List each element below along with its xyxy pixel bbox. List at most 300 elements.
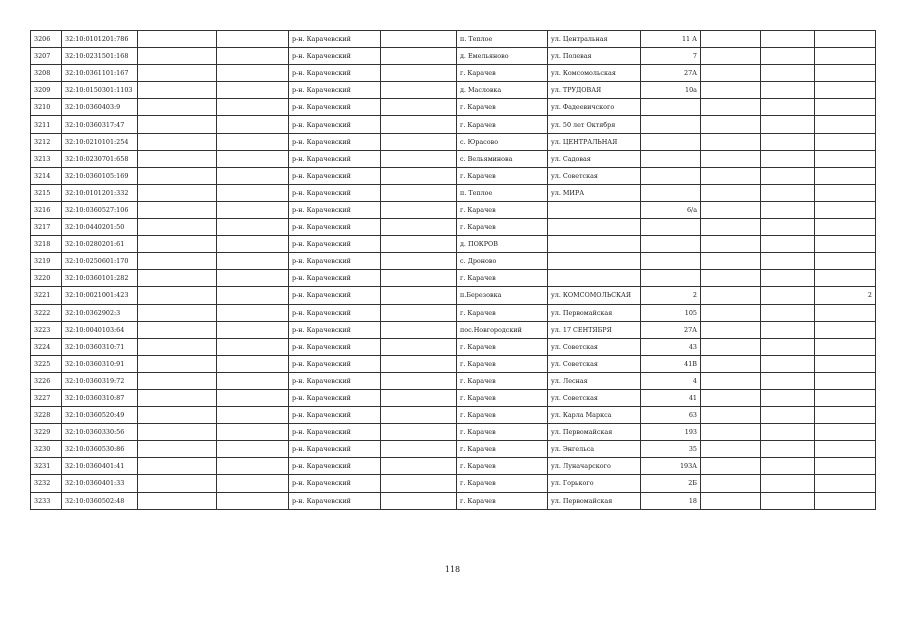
row-number-cell: 3218 (31, 236, 62, 253)
table-row (31, 184, 876, 201)
row-number-cell: 3231 (31, 458, 62, 475)
row-number-cell: 3230 (31, 441, 62, 458)
empty-cell (381, 133, 457, 150)
empty-cell (138, 99, 217, 116)
table-row (31, 338, 876, 355)
cadastral-number-cell: 32:10:0101201:332 (62, 184, 138, 201)
row-number-cell: 3217 (31, 219, 62, 236)
table-row (31, 492, 876, 509)
row-number-cell: 3210 (31, 99, 62, 116)
empty-cell (761, 201, 815, 218)
house-number-cell: 2Б (641, 475, 701, 492)
row-number-cell: 3233 (31, 492, 62, 509)
extra-value-cell (815, 492, 876, 509)
extra-value-cell (815, 48, 876, 65)
extra-value-cell (815, 184, 876, 201)
street-cell (548, 219, 641, 236)
settlement-cell: г. Карачев (457, 355, 548, 372)
row-number-cell: 3214 (31, 167, 62, 184)
settlement-cell: г. Карачев (457, 304, 548, 321)
street-cell: ул. Советская (548, 167, 641, 184)
empty-cell (701, 458, 761, 475)
street-cell: ул. 50 лет Октября (548, 116, 641, 133)
extra-value-cell (815, 372, 876, 389)
extra-value-cell (815, 236, 876, 253)
empty-cell (701, 184, 761, 201)
cadastral-number-cell: 32:10:0360527:106 (62, 201, 138, 218)
street-cell: ул. ЦЕНТРАЛЬНАЯ (548, 133, 641, 150)
empty-cell (761, 424, 815, 441)
cadastral-number-cell: 32:10:0360520:49 (62, 407, 138, 424)
district-cell: р-н. Карачевский (289, 48, 381, 65)
extra-value-cell (815, 65, 876, 82)
street-cell: ул. Полевая (548, 48, 641, 65)
district-cell: р-н. Карачевский (289, 492, 381, 509)
district-cell: р-н. Карачевский (289, 424, 381, 441)
settlement-cell: г. Карачев (457, 441, 548, 458)
settlement-cell: г. Карачев (457, 492, 548, 509)
empty-cell (217, 287, 289, 304)
empty-cell (217, 82, 289, 99)
street-cell: ул. Первомайская (548, 304, 641, 321)
row-number-cell: 3211 (31, 116, 62, 133)
empty-cell (381, 407, 457, 424)
empty-cell (217, 475, 289, 492)
house-number-cell: 193 (641, 424, 701, 441)
street-cell: ул. Центральная (548, 31, 641, 48)
district-cell: р-н. Карачевский (289, 133, 381, 150)
table-body (31, 31, 876, 510)
empty-cell (217, 48, 289, 65)
cadastral-number-cell: 32:10:0360101:282 (62, 270, 138, 287)
empty-cell (217, 355, 289, 372)
house-number-cell (641, 99, 701, 116)
empty-cell (138, 321, 217, 338)
table-row (31, 287, 876, 304)
empty-cell (138, 253, 217, 270)
cadastral-number-cell: 32:10:0231501:168 (62, 48, 138, 65)
settlement-cell: п.Березовка (457, 287, 548, 304)
extra-value-cell (815, 133, 876, 150)
district-cell: р-н. Карачевский (289, 458, 381, 475)
empty-cell (381, 65, 457, 82)
row-number-cell: 3220 (31, 270, 62, 287)
empty-cell (381, 304, 457, 321)
empty-cell (701, 150, 761, 167)
empty-cell (138, 219, 217, 236)
house-number-cell (641, 219, 701, 236)
settlement-cell: д. Масловка (457, 82, 548, 99)
extra-value-cell (815, 441, 876, 458)
house-number-cell: 2 (641, 287, 701, 304)
district-cell: р-н. Карачевский (289, 65, 381, 82)
district-cell: р-н. Карачевский (289, 116, 381, 133)
empty-cell (381, 99, 457, 116)
empty-cell (381, 492, 457, 509)
empty-cell (381, 424, 457, 441)
settlement-cell: пос.Новгородский (457, 321, 548, 338)
row-number-cell: 3228 (31, 407, 62, 424)
district-cell: р-н. Карачевский (289, 253, 381, 270)
street-cell (548, 201, 641, 218)
district-cell: р-н. Карачевский (289, 219, 381, 236)
empty-cell (138, 48, 217, 65)
empty-cell (761, 492, 815, 509)
table-row (31, 133, 876, 150)
cadastral-number-cell: 32:10:0362902:3 (62, 304, 138, 321)
table-row (31, 48, 876, 65)
house-number-cell: 27А (641, 321, 701, 338)
house-number-cell: 18 (641, 492, 701, 509)
extra-value-cell (815, 389, 876, 406)
empty-cell (138, 475, 217, 492)
house-number-cell (641, 184, 701, 201)
street-cell: ул. Фадеевичского (548, 99, 641, 116)
empty-cell (381, 372, 457, 389)
table-row (31, 355, 876, 372)
empty-cell (761, 270, 815, 287)
table-row (31, 458, 876, 475)
table-row (31, 304, 876, 321)
house-number-cell (641, 133, 701, 150)
empty-cell (138, 236, 217, 253)
empty-cell (217, 236, 289, 253)
district-cell: р-н. Карачевский (289, 201, 381, 218)
table-row (31, 321, 876, 338)
row-number-cell: 3225 (31, 355, 62, 372)
house-number-cell: 7 (641, 48, 701, 65)
street-cell: ул. 17 СЕНТЯБРЯ (548, 321, 641, 338)
district-cell: р-н. Карачевский (289, 287, 381, 304)
empty-cell (761, 99, 815, 116)
district-cell: р-н. Карачевский (289, 82, 381, 99)
district-cell: р-н. Карачевский (289, 321, 381, 338)
row-number-cell: 3221 (31, 287, 62, 304)
empty-cell (761, 31, 815, 48)
table-row (31, 270, 876, 287)
row-number-cell: 3213 (31, 150, 62, 167)
settlement-cell: с. Дроново (457, 253, 548, 270)
empty-cell (138, 167, 217, 184)
cadastral-number-cell: 32:10:0360319:72 (62, 372, 138, 389)
cadastral-number-cell: 32:10:0361101:167 (62, 65, 138, 82)
empty-cell (217, 441, 289, 458)
empty-cell (217, 338, 289, 355)
house-number-cell (641, 150, 701, 167)
street-cell: ул. МИРА (548, 184, 641, 201)
cadastral-number-cell: 32:10:0360310:71 (62, 338, 138, 355)
empty-cell (381, 219, 457, 236)
row-number-cell: 3223 (31, 321, 62, 338)
empty-cell (381, 355, 457, 372)
district-cell: р-н. Карачевский (289, 31, 381, 48)
table-row (31, 116, 876, 133)
empty-cell (381, 458, 457, 475)
empty-cell (217, 372, 289, 389)
empty-cell (381, 321, 457, 338)
table-row (31, 167, 876, 184)
row-number-cell: 3229 (31, 424, 62, 441)
empty-cell (217, 304, 289, 321)
extra-value-cell (815, 167, 876, 184)
street-cell: ул. Энгельса (548, 441, 641, 458)
empty-cell (761, 407, 815, 424)
empty-cell (761, 116, 815, 133)
street-cell: ул. Карла Маркса (548, 407, 641, 424)
empty-cell (701, 475, 761, 492)
empty-cell (701, 48, 761, 65)
extra-value-cell (815, 407, 876, 424)
empty-cell (217, 270, 289, 287)
empty-cell (381, 82, 457, 99)
empty-cell (761, 475, 815, 492)
empty-cell (381, 167, 457, 184)
extra-value-cell (815, 150, 876, 167)
empty-cell (381, 184, 457, 201)
district-cell: р-н. Карачевский (289, 304, 381, 321)
empty-cell (381, 441, 457, 458)
street-cell: ул. ТРУДОВАЯ (548, 82, 641, 99)
empty-cell (701, 82, 761, 99)
row-number-cell: 3227 (31, 389, 62, 406)
row-number-cell: 3208 (31, 65, 62, 82)
empty-cell (701, 338, 761, 355)
empty-cell (381, 389, 457, 406)
empty-cell (217, 201, 289, 218)
row-number-cell: 3219 (31, 253, 62, 270)
empty-cell (761, 304, 815, 321)
street-cell: ул. КОМСОМОЛЬСКАЯ (548, 287, 641, 304)
table-row (31, 31, 876, 48)
house-number-cell (641, 236, 701, 253)
street-cell: ул. Советская (548, 355, 641, 372)
table-row (31, 65, 876, 82)
page-number: 118 (444, 565, 461, 574)
empty-cell (138, 65, 217, 82)
empty-cell (761, 65, 815, 82)
empty-cell (761, 458, 815, 475)
cadastral-number-cell: 32:10:0360401:33 (62, 475, 138, 492)
table-row (31, 424, 876, 441)
empty-cell (217, 492, 289, 509)
property-register-table (30, 30, 876, 510)
empty-cell (217, 150, 289, 167)
house-number-cell: 6/а (641, 201, 701, 218)
settlement-cell: д. ПОКРОВ (457, 236, 548, 253)
empty-cell (701, 133, 761, 150)
empty-cell (217, 133, 289, 150)
row-number-cell: 3216 (31, 201, 62, 218)
empty-cell (138, 304, 217, 321)
empty-cell (217, 116, 289, 133)
cadastral-number-cell: 32:10:0360330:56 (62, 424, 138, 441)
settlement-cell: г. Карачев (457, 201, 548, 218)
house-number-cell (641, 253, 701, 270)
cadastral-number-cell: 32:10:0360310:91 (62, 355, 138, 372)
empty-cell (138, 116, 217, 133)
settlement-cell: г. Карачев (457, 167, 548, 184)
empty-cell (138, 389, 217, 406)
extra-value-cell (815, 321, 876, 338)
settlement-cell: г. Карачев (457, 338, 548, 355)
street-cell: ул. Луначарского (548, 458, 641, 475)
district-cell: р-н. Карачевский (289, 236, 381, 253)
house-number-cell (641, 116, 701, 133)
cadastral-number-cell: 32:10:0150301:1103 (62, 82, 138, 99)
table-row (31, 82, 876, 99)
table-row (31, 441, 876, 458)
settlement-cell: г. Карачев (457, 65, 548, 82)
extra-value-cell (815, 82, 876, 99)
empty-cell (217, 389, 289, 406)
extra-value-cell (815, 31, 876, 48)
street-cell: ул. Первомайская (548, 424, 641, 441)
cadastral-number-cell: 32:10:0250601:170 (62, 253, 138, 270)
table-row (31, 236, 876, 253)
empty-cell (701, 424, 761, 441)
empty-cell (217, 407, 289, 424)
house-number-cell (641, 270, 701, 287)
extra-value-cell (815, 270, 876, 287)
house-number-cell: 10а (641, 82, 701, 99)
empty-cell (381, 31, 457, 48)
empty-cell (138, 458, 217, 475)
street-cell (548, 236, 641, 253)
district-cell: р-н. Карачевский (289, 475, 381, 492)
district-cell: р-н. Карачевский (289, 99, 381, 116)
extra-value-cell (815, 475, 876, 492)
empty-cell (701, 492, 761, 509)
settlement-cell: п. Теплое (457, 184, 548, 201)
district-cell: р-н. Карачевский (289, 270, 381, 287)
cadastral-number-cell: 32:10:0440201:50 (62, 219, 138, 236)
house-number-cell: 11 А (641, 31, 701, 48)
house-number-cell: 105 (641, 304, 701, 321)
table-row (31, 475, 876, 492)
empty-cell (138, 31, 217, 48)
empty-cell (701, 441, 761, 458)
empty-cell (217, 253, 289, 270)
empty-cell (381, 201, 457, 218)
empty-cell (217, 167, 289, 184)
row-number-cell: 3222 (31, 304, 62, 321)
extra-value-cell (815, 338, 876, 355)
street-cell (548, 270, 641, 287)
table-row (31, 150, 876, 167)
district-cell: р-н. Карачевский (289, 355, 381, 372)
cadastral-number-cell: 32:10:0360310:87 (62, 389, 138, 406)
row-number-cell: 3209 (31, 82, 62, 99)
empty-cell (381, 475, 457, 492)
empty-cell (138, 424, 217, 441)
empty-cell (138, 150, 217, 167)
house-number-cell (641, 167, 701, 184)
empty-cell (761, 355, 815, 372)
row-number-cell: 3207 (31, 48, 62, 65)
empty-cell (217, 321, 289, 338)
extra-value-cell (815, 355, 876, 372)
empty-cell (761, 389, 815, 406)
cadastral-number-cell: 32:10:0210101:254 (62, 133, 138, 150)
empty-cell (701, 355, 761, 372)
cadastral-number-cell: 32:10:0360317:47 (62, 116, 138, 133)
table-row (31, 219, 876, 236)
empty-cell (138, 201, 217, 218)
empty-cell (701, 65, 761, 82)
empty-cell (381, 270, 457, 287)
settlement-cell: г. Карачев (457, 458, 548, 475)
empty-cell (761, 48, 815, 65)
table-row (31, 407, 876, 424)
settlement-cell: г. Карачев (457, 372, 548, 389)
row-number-cell: 3212 (31, 133, 62, 150)
street-cell: ул. Первомайская (548, 492, 641, 509)
empty-cell (701, 287, 761, 304)
house-number-cell: 193А (641, 458, 701, 475)
register-sheet (30, 30, 876, 510)
extra-value-cell (815, 304, 876, 321)
empty-cell (761, 133, 815, 150)
row-number-cell: 3226 (31, 372, 62, 389)
table-row (31, 389, 876, 406)
empty-cell (761, 287, 815, 304)
empty-cell (381, 48, 457, 65)
street-cell: ул. Комсомольская (548, 65, 641, 82)
row-number-cell: 3215 (31, 184, 62, 201)
settlement-cell: г. Карачев (457, 116, 548, 133)
extra-value-cell (815, 424, 876, 441)
empty-cell (761, 219, 815, 236)
district-cell: р-н. Карачевский (289, 407, 381, 424)
empty-cell (381, 236, 457, 253)
extra-value-cell (815, 219, 876, 236)
street-cell: ул. Советская (548, 338, 641, 355)
table-row (31, 99, 876, 116)
extra-value-cell: 2 (815, 287, 876, 304)
empty-cell (701, 236, 761, 253)
empty-cell (138, 372, 217, 389)
settlement-cell: г. Карачев (457, 99, 548, 116)
cadastral-number-cell: 32:10:0040103:64 (62, 321, 138, 338)
empty-cell (217, 458, 289, 475)
empty-cell (701, 31, 761, 48)
empty-cell (138, 407, 217, 424)
empty-cell (138, 492, 217, 509)
cadastral-number-cell: 32:10:0360530:86 (62, 441, 138, 458)
district-cell: р-н. Карачевский (289, 441, 381, 458)
cadastral-number-cell: 32:10:0101201:786 (62, 31, 138, 48)
extra-value-cell (815, 458, 876, 475)
row-number-cell: 3232 (31, 475, 62, 492)
empty-cell (217, 424, 289, 441)
cadastral-number-cell: 32:10:0360403:9 (62, 99, 138, 116)
district-cell: р-н. Карачевский (289, 150, 381, 167)
street-cell (548, 253, 641, 270)
empty-cell (701, 304, 761, 321)
settlement-cell: г. Карачев (457, 389, 548, 406)
empty-cell (701, 167, 761, 184)
empty-cell (138, 355, 217, 372)
empty-cell (761, 150, 815, 167)
district-cell: р-н. Карачевский (289, 372, 381, 389)
empty-cell (701, 253, 761, 270)
empty-cell (701, 389, 761, 406)
empty-cell (381, 338, 457, 355)
extra-value-cell (815, 201, 876, 218)
empty-cell (761, 82, 815, 99)
cadastral-number-cell: 32:10:0230701:658 (62, 150, 138, 167)
empty-cell (138, 133, 217, 150)
